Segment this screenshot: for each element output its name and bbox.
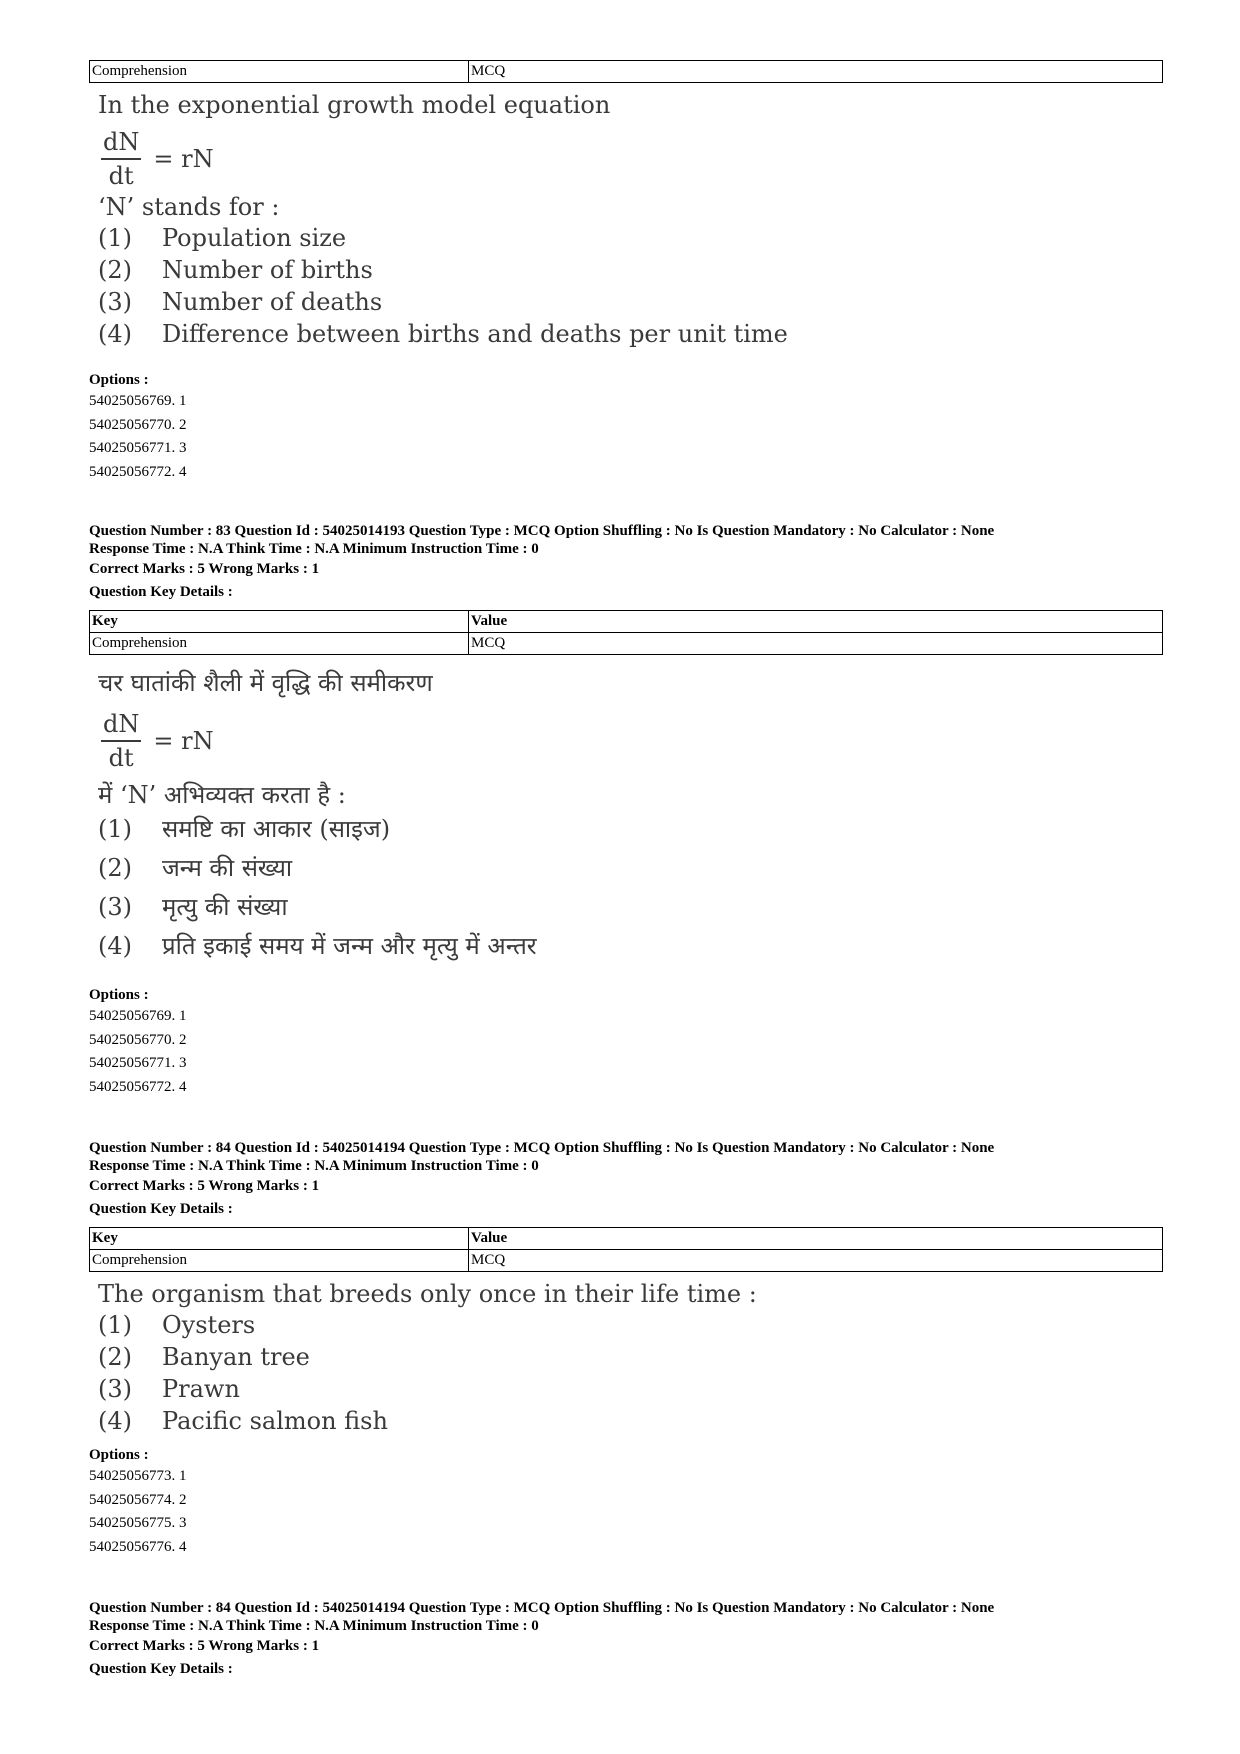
choice-item: (2) जन्म की संख्या bbox=[98, 854, 293, 882]
option-line: 54025056771. 3 bbox=[89, 440, 187, 456]
table-header-key: Key bbox=[90, 611, 469, 633]
equation-numerator: dN bbox=[101, 128, 141, 160]
table-cell-value: MCQ bbox=[469, 633, 1163, 655]
equation-rhs: = rN bbox=[153, 727, 214, 755]
question-image bbox=[89, 668, 537, 966]
meta-line: Question Number : 84 Question Id : 54025014194 Question Type : MCQ Option Shuffling : No Is Question Mandatory : No Calculator : None bbox=[89, 1140, 995, 1156]
choice-item: (4) Pacific salmon fish bbox=[98, 1407, 388, 1435]
option-line: 54025056769. 1 bbox=[89, 393, 187, 409]
choice-item: (2) Banyan tree bbox=[98, 1343, 310, 1371]
table-cell-key: Comprehension bbox=[90, 61, 469, 83]
marks-line: Correct Marks : 5 Wrong Marks : 1 bbox=[89, 1178, 320, 1194]
question-stem: चर घातांकी शैली में वृद्धि की समीकरण bbox=[98, 669, 433, 697]
key-value-table bbox=[89, 1227, 1163, 1272]
meta-line: Response Time : N.A Think Time : N.A Minimum Instruction Time : 0 bbox=[89, 1618, 539, 1634]
choice-item: (1) Oysters bbox=[98, 1311, 256, 1339]
key-details-label: Question Key Details : bbox=[89, 1661, 233, 1677]
option-line: 54025056776. 4 bbox=[89, 1538, 187, 1555]
table-cell-value: MCQ bbox=[469, 1250, 1163, 1272]
choice-item: (1) समष्टि का आकार (साइज) bbox=[98, 815, 391, 843]
option-line: 54025056770. 2 bbox=[89, 416, 187, 433]
option-line: 54025056773. 1 bbox=[89, 1468, 187, 1484]
equation-rhs: = rN bbox=[153, 145, 214, 173]
question-stem: The organism that breeds only once in their life time : bbox=[98, 1280, 757, 1308]
choice-item: (3) Prawn bbox=[98, 1375, 240, 1403]
meta-line: Question Number : 83 Question Id : 54025014193 Question Type : MCQ Option Shuffling : No Is Question Mandatory : No Calculator : None bbox=[89, 523, 995, 539]
equation-numerator: dN bbox=[101, 710, 141, 742]
table-cell-key: Comprehension bbox=[90, 633, 469, 655]
table-cell-value: MCQ bbox=[469, 61, 1163, 83]
equation-denominator: dt bbox=[108, 744, 134, 772]
question-meta bbox=[89, 1599, 994, 1681]
option-line: 54025056770. 2 bbox=[89, 1031, 187, 1048]
table-header-key: Key bbox=[90, 1228, 469, 1250]
options-label: Options : bbox=[89, 1447, 149, 1463]
meta-line: Question Number : 84 Question Id : 54025014194 Question Type : MCQ Option Shuffling : No Is Question Mandatory : No Calculator : None bbox=[89, 1600, 995, 1616]
question-prompt: में ‘N’ अभिव्यक्त करता है : bbox=[98, 781, 346, 809]
question-prompt: ‘N’ stands for : bbox=[98, 193, 280, 221]
option-line: 54025056771. 3 bbox=[89, 1055, 187, 1071]
option-line: 54025056772. 4 bbox=[89, 463, 187, 480]
table-header-value: Value bbox=[469, 611, 1163, 633]
choice-item: (4) प्रति इकाई समय में जन्म और मृत्यु में अन्तर bbox=[98, 932, 537, 960]
choice-item: (4) Difference between births and deaths per unit time bbox=[98, 320, 788, 348]
choice-item: (3) मृत्यु की संख्या bbox=[98, 893, 288, 921]
table-header-row bbox=[90, 1228, 1163, 1250]
key-details-label: Question Key Details : bbox=[89, 1201, 233, 1217]
key-details-label: Question Key Details : bbox=[89, 584, 233, 600]
options-block bbox=[89, 1445, 187, 1559]
option-line: 54025056769. 1 bbox=[89, 1008, 187, 1024]
table-cell-key: Comprehension bbox=[90, 1250, 469, 1272]
marks-line: Correct Marks : 5 Wrong Marks : 1 bbox=[89, 561, 320, 577]
options-block bbox=[89, 370, 187, 484]
options-label: Options : bbox=[89, 987, 149, 1003]
equation bbox=[89, 710, 537, 772]
option-line: 54025056775. 3 bbox=[89, 1515, 187, 1531]
table-row bbox=[90, 1250, 1163, 1272]
choice-item: (1) Population size bbox=[98, 224, 347, 252]
options-block bbox=[89, 985, 187, 1099]
table-header-value: Value bbox=[469, 1228, 1163, 1250]
choice-item: (2) Number of births bbox=[98, 256, 373, 284]
question-meta bbox=[89, 1139, 994, 1221]
table-header-row bbox=[90, 611, 1163, 633]
meta-line: Response Time : N.A Think Time : N.A Minimum Instruction Time : 0 bbox=[89, 1158, 539, 1174]
options-label: Options : bbox=[89, 372, 149, 388]
meta-line: Response Time : N.A Think Time : N.A Minimum Instruction Time : 0 bbox=[89, 541, 539, 557]
equation bbox=[89, 128, 788, 190]
key-value-table bbox=[89, 60, 1163, 83]
table-row bbox=[90, 61, 1163, 83]
question-image bbox=[89, 1279, 757, 1437]
marks-line: Correct Marks : 5 Wrong Marks : 1 bbox=[89, 1638, 320, 1654]
option-line: 54025056774. 2 bbox=[89, 1491, 187, 1508]
option-line: 54025056772. 4 bbox=[89, 1078, 187, 1095]
table-row bbox=[90, 633, 1163, 655]
question-stem: In the exponential growth model equation bbox=[98, 91, 611, 119]
key-value-table bbox=[89, 610, 1163, 655]
choice-item: (3) Number of deaths bbox=[98, 288, 383, 316]
question-image bbox=[89, 90, 788, 350]
question-meta bbox=[89, 522, 994, 604]
equation-denominator: dt bbox=[108, 162, 134, 190]
